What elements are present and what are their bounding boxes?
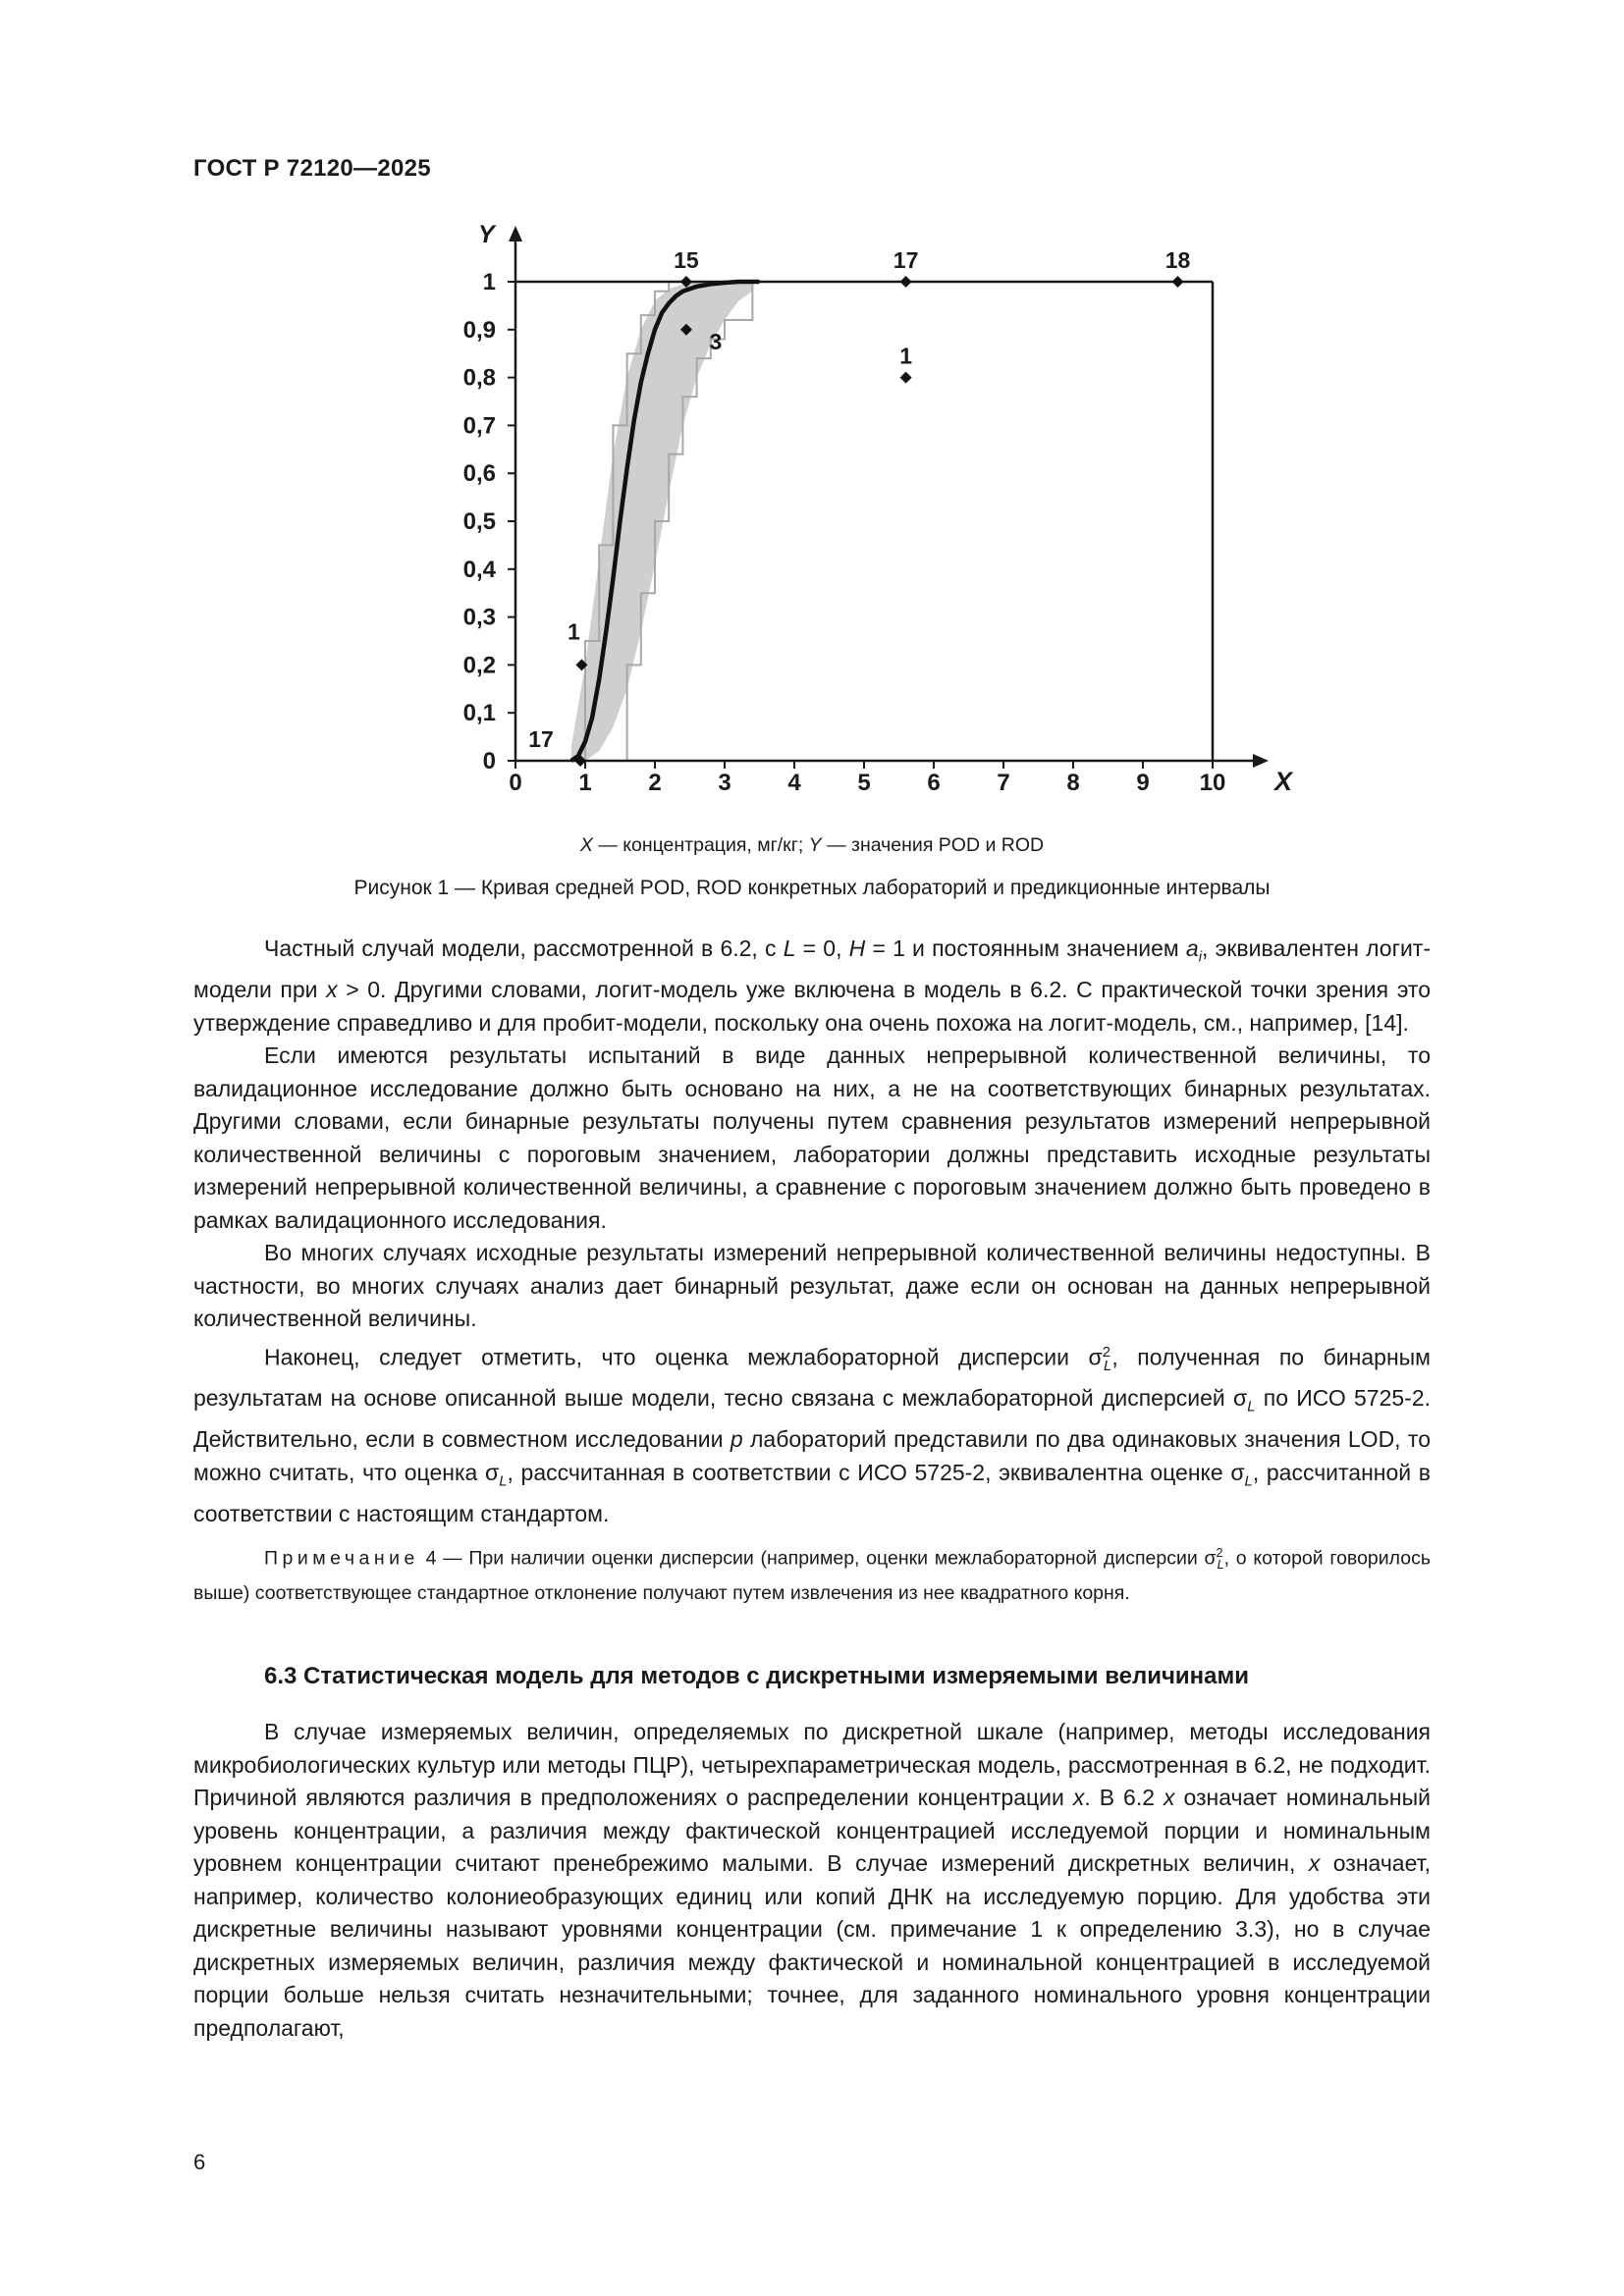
legend-x-symbol: X — [579, 834, 593, 856]
text: = 1 и постоянным значением — [865, 935, 1186, 961]
text: означает номинальный уровень концентрации, а различия между фактической концентрацией исследуемой порции и номинальным уровнем концентрации считают пренебрежимо малыми. В случае измерений дискретных величин, — [193, 1785, 1431, 1876]
text: , эквивалентен логит-модели при — [193, 935, 1432, 1003]
legend-y-text: — значения POD и ROD — [821, 834, 1045, 856]
sigma-symbol: σ — [1232, 1385, 1248, 1412]
sigma-symbol: σ — [1230, 1459, 1245, 1485]
y-tick-label: 0,5 — [462, 508, 496, 535]
figure-legend — [0, 834, 1624, 857]
y-tick-label: 0,6 — [462, 460, 496, 488]
text: по ИСО 5725-2. Действительно, если в совместном исследовании — [193, 1385, 1431, 1453]
x-tick-label: 5 — [857, 770, 871, 796]
x-tick-label: 7 — [997, 770, 1010, 796]
text: , рассчитанной в соответствии с настоящим стандартом. — [193, 1459, 1432, 1527]
section-heading: 6.3 Статистическая модель для методов с дискретными измеряемыми величинами — [264, 1663, 1250, 1689]
subscript-L: L — [499, 1472, 508, 1490]
y-tick-label: 0,1 — [462, 700, 496, 727]
symbol-H: H — [848, 935, 866, 961]
legend-y-symbol: Y — [808, 834, 822, 856]
symbol-x: x — [326, 977, 338, 1003]
y-tick-label: 1 — [482, 269, 496, 295]
paragraph-2: Если имеются результаты испытаний в виде данных непрерывной количественной величины, то валидационное исследование должно быть основано на них, а не на соответствующих бинарных результатах. Другими словами, если бинарные результаты получены путем сравнения результатов измерений непрерывной количественной величины с пороговым значением, лаборатории должны представить исходные результаты измерений непрерывной количественной величины, а сравнение с пороговым значением должно быть проведено в рамках валидационного исследования. — [193, 1042, 1431, 1233]
text: , рассчитанная в соответствии с ИСО 5725-2, эквивалентна оценке — [507, 1459, 1231, 1485]
lab-point-marker — [1172, 276, 1184, 288]
sigma-symbol: σ — [1088, 1344, 1103, 1370]
page-number: 6 — [193, 2150, 206, 2174]
y-tick-label: 0 — [482, 748, 496, 774]
superscript-2: 2 — [1216, 1546, 1223, 1560]
x-tick-label: 9 — [1136, 770, 1150, 796]
note-text: , о которой говорилось выше) соответствующее стандартное отклонение получают путем извлечения из нее квадратного корня. — [193, 1547, 1431, 1605]
lab-point-label: 18 — [1164, 247, 1191, 273]
text: , полученная по бинарным результатам на основе описанной выше модели, тесно связана с межлабораторной дисперсией — [193, 1344, 1431, 1412]
symbol-L: L — [783, 935, 796, 961]
note-text: 4 — При наличии оценки дисперсии (например, оценки межлабораторной дисперсии — [418, 1547, 1205, 1570]
document-code: ГОСТ Р 72120—2025 — [193, 155, 431, 182]
x-tick-label: 4 — [787, 770, 801, 796]
paragraph-4 — [193, 1336, 1431, 1531]
symbol-a: a — [1185, 935, 1199, 961]
subscript-L: L — [1247, 1398, 1256, 1415]
x-tick-label: 2 — [648, 770, 662, 796]
y-tick-label: 0,4 — [462, 556, 496, 583]
text: означает, например, количество колониеобразующих единиц или копий ДНК на исследуемую порцию. Для удобства эти дискретные величины называют уровнями концентрации (см. примечание 1 к определению 3.3), но в случае дискретных измеряемых величин, различия между фактической и номинальной концентрацией в исследуемой порции больше нельзя считать незначительными; точнее, для заданного номинального уровня концентрации предполагают, — [193, 1850, 1431, 2041]
body-text — [193, 933, 1431, 1531]
superscript-2: 2 — [1102, 1343, 1110, 1361]
figure-caption: Рисунок 1 — Кривая средней POD, ROD конкретных лабораторий и предикционные интервалы — [353, 877, 1271, 899]
y-tick-label: 0,2 — [462, 652, 496, 679]
x-tick-label: 1 — [578, 770, 592, 796]
x-tick-label: 3 — [718, 770, 731, 796]
section-paragraph — [193, 1716, 1431, 2045]
symbol-x: x — [1072, 1785, 1085, 1810]
subscript-L: L — [1104, 1357, 1112, 1374]
legend-x-text: — концентрация, мг/кг; — [592, 834, 809, 856]
subscript-L: L — [1217, 1558, 1224, 1573]
text: . В 6.2 — [1084, 1785, 1164, 1810]
lab-point-label: 1 — [568, 618, 580, 645]
lab-point-marker — [900, 372, 912, 384]
x-axis-arrow — [1253, 754, 1269, 768]
text: Наконец, следует отметить, что оценка межлабораторной дисперсии — [264, 1344, 1089, 1370]
symbol-p: p — [730, 1426, 743, 1453]
subscript-L: L — [1244, 1472, 1253, 1490]
y-axis-arrow — [509, 226, 522, 241]
text: > 0. Другими словами, логит-модель уже включена в модель в 6.2. С практической точки зрения это утверждение справедливо и для пробит-модели, поскольку она очень похожа на логит-модель, см., например, [14]. — [193, 977, 1431, 1036]
y-tick-label: 0,7 — [462, 412, 496, 440]
note-4 — [193, 1539, 1431, 1608]
lab-point-label: 15 — [674, 247, 699, 273]
subscript-i: i — [1198, 948, 1203, 966]
pod-rod-chart — [422, 216, 1293, 805]
text: лабораторий представили по два одинаковых значения LOD, то можно считать, что оценка — [193, 1426, 1431, 1485]
x-tick-label: 6 — [927, 770, 941, 796]
lab-point-label: 17 — [893, 247, 919, 273]
symbol-x: x — [1164, 1785, 1175, 1810]
text: Частный случай модели, рассмотренной в 6.2, с — [264, 935, 784, 961]
symbol-x: x — [1308, 1850, 1321, 1876]
text: В случае измеряемых величин, определяемых по дискретной шкале (например, методы исследования микробиологических культур или методы ПЦР), четырехпараметрическая модель, рассмотренная в 6.2, не подходит. Причиной являются различия в предположениях о распределении концентрации — [193, 1719, 1431, 1810]
paragraph-3: Во многих случаях исходные результаты измерений непрерывной количественной величины недоступны. В частности, во многих случаях анализ дает бинарный результат, даже если он основан на данных непрерывной количественной величины. — [193, 1240, 1431, 1332]
sigma-symbol: σ — [484, 1459, 500, 1485]
lab-point-label: 3 — [709, 328, 723, 354]
y-tick-label: 0,3 — [462, 604, 496, 631]
lab-point-marker — [900, 276, 912, 288]
x-tick-label: 0 — [509, 770, 522, 796]
text: = 0, — [795, 935, 849, 961]
x-axis-label: X — [1274, 767, 1293, 796]
x-tick-label: 8 — [1066, 770, 1080, 796]
y-axis-label: Y — [478, 221, 495, 248]
sigma-symbol: σ — [1204, 1547, 1217, 1570]
lab-point-label: 17 — [528, 726, 554, 752]
paragraph-1 — [193, 933, 1431, 1040]
note-label: Примечание — [264, 1547, 419, 1570]
y-tick-label: 0,9 — [462, 316, 496, 344]
section-body — [193, 1716, 1431, 2045]
lab-point-label: 1 — [899, 343, 912, 369]
x-tick-label: 10 — [1199, 770, 1226, 796]
y-tick-label: 0,8 — [462, 364, 496, 392]
